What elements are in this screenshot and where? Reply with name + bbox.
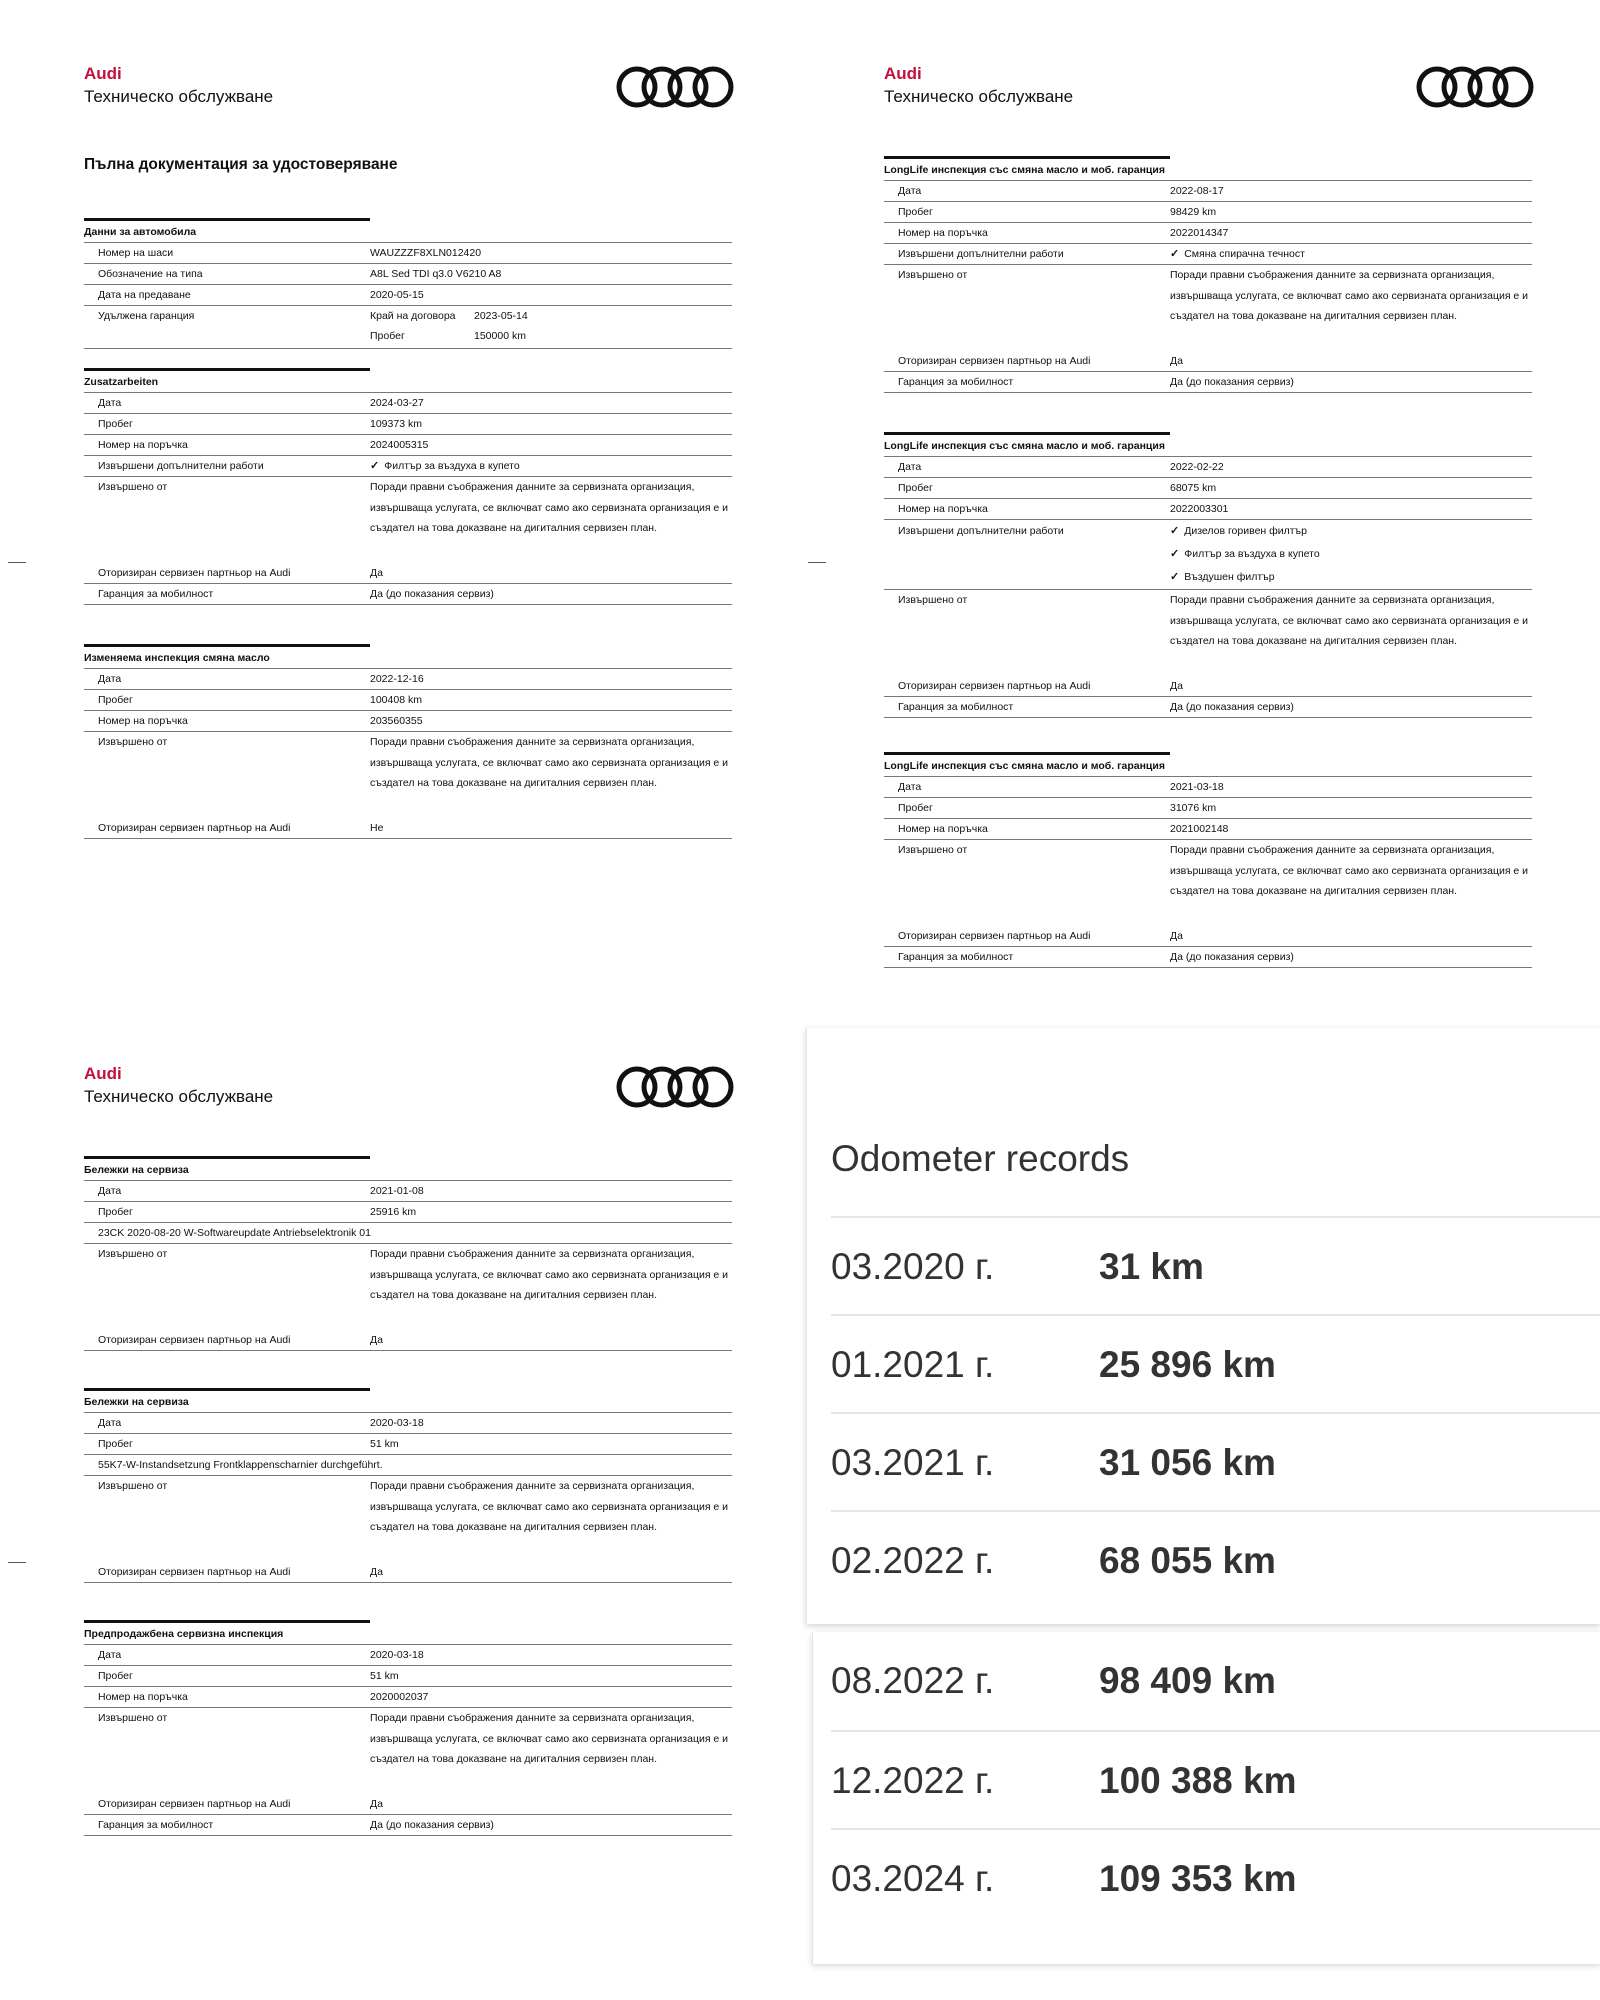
check-icon: ✓ (1170, 571, 1180, 583)
mobility-value: Да (до показания сервиз) (1170, 700, 1294, 713)
date-value: 2020-03-18 (370, 1649, 424, 1661)
record-km: 31 km (1099, 1246, 1204, 1287)
mobility-label: Гаранция за мобилност (98, 587, 214, 600)
order-value: 2020002037 (370, 1691, 429, 1703)
mileage-value: 51 km (370, 1670, 399, 1682)
audi-rings-logo (1416, 64, 1534, 110)
extended-warranty-label: Удължена гаранция (98, 310, 195, 322)
mileage-value: 25916 km (370, 1206, 417, 1218)
additional-work-item: Смяна спирачна течност (1184, 248, 1305, 260)
additional-work-item: Въздушен филтър (1184, 571, 1275, 583)
mileage-label: Пробег (98, 1438, 133, 1450)
record-km: 68 055 km (1099, 1540, 1276, 1581)
performed-by-value: Поради правни съображения данните за сервизната организация, извършваща услугата, се включват само ако сервизната организация е и създател на това доказване на дигиталния сервизен план. (370, 1248, 729, 1301)
page-subtitle: Техническо обслужване (84, 1087, 274, 1106)
delivery-label: Дата на предаване (98, 289, 191, 301)
performed-by-value: Поради правни съображения данните за сервизната организация, извършваща услугата, се включват само ако сервизната организация е и създател на това доказване на дигиталния сервизен план. (1170, 594, 1529, 647)
performed-by-value: Поради правни съображения данните за сервизната организация, извършваща услугата, се включват само ако сервизната организация е и създател на това доказване на дигиталния сервизен план. (370, 1712, 729, 1765)
mobility-label: Гаранция за мобилност (898, 375, 1014, 388)
extended-warranty-value (370, 306, 732, 348)
type-label: Обозначение на типа (98, 268, 203, 280)
partner-value: Не (370, 821, 384, 834)
record-date: 08.2022 г. (831, 1660, 995, 1701)
check-icon: ✓ (1170, 548, 1180, 560)
partner-label: Оторизиран сервизен партньор на Audi (898, 354, 1091, 367)
record-km: 98 409 km (1099, 1660, 1276, 1701)
date-label: Дата (98, 1649, 122, 1661)
date-label: Дата (898, 461, 922, 473)
record-date: 12.2022 г. (831, 1760, 995, 1801)
partner-label: Оторизиран сервизен партньор на Audi (98, 566, 291, 579)
record-date: 02.2022 г. (831, 1540, 995, 1581)
mobility-label: Гаранция за мобилност (98, 1818, 214, 1831)
additional-work-label: Извършени допълнителни работи (898, 248, 1064, 260)
date-label: Дата (98, 1185, 122, 1197)
mobility-value: Да (до показания сервиз) (370, 1818, 494, 1831)
date-value: 2024-03-27 (370, 397, 424, 409)
odometer-records-panel (806, 1028, 1600, 2000)
section-title: Предпродажбена сервизна инспекция (84, 1620, 370, 1644)
partner-value: Да (370, 1565, 383, 1578)
date-label: Дата (98, 1417, 122, 1429)
odometer-row (831, 1216, 1600, 1316)
check-icon: ✓ (1170, 248, 1180, 260)
performed-by-value: Поради правни съображения данните за сервизната организация, извършваща услугата, се включват само ако сервизната организация е и създател на това доказване на дигиталния сервизен план. (370, 481, 729, 534)
mileage-label: Пробег (898, 482, 933, 494)
page-subtitle: Техническо обслужване (884, 87, 1074, 106)
mileage-value: 109373 km (370, 418, 422, 430)
brand-name: Audi (84, 64, 122, 83)
record-date: 03.2024 г. (831, 1858, 995, 1899)
odometer-row (831, 1314, 1600, 1414)
section-title: Бележки на сервиза (84, 1156, 370, 1180)
odometer-row (831, 1828, 1600, 1928)
section-title: LongLife инспекция със смяна масло и моб. гаранция (884, 156, 1170, 180)
partner-label: Оторизиран сервизен партньор на Audi (898, 929, 1091, 942)
partner-label: Оторизиран сервизен партньор на Audi (98, 821, 291, 834)
mileage-value: 100408 km (370, 694, 422, 706)
warranty-km-value: 150000 km (474, 330, 526, 342)
check-icon: ✓ (1170, 525, 1180, 537)
odometer-row (831, 1632, 1600, 1730)
mileage-label: Пробег (98, 694, 133, 706)
additional-work-item: Филтър за въздуха в купето (1184, 548, 1320, 560)
record-date: 03.2020 г. (831, 1246, 995, 1287)
longlife-inspection-section (884, 752, 1532, 968)
section-title: Данни за автомобила (84, 218, 370, 242)
section-title: Изменяема инспекция смяна масло (84, 644, 370, 668)
date-value: 2021-01-08 (370, 1185, 424, 1197)
partner-value: Да (370, 566, 383, 579)
order-value: 203560355 (370, 715, 423, 727)
mileage-label: Пробег (98, 1670, 133, 1682)
partner-label: Оторизиран сервизен партньор на Audi (98, 1565, 291, 1578)
record-km: 25 896 km (1099, 1344, 1276, 1385)
service-note: 23CK 2020-08-20 W-Softwareupdate Antriebselektronik 01 (98, 1227, 371, 1239)
performed-by-label: Извършено от (898, 269, 968, 281)
page-edge-mark (8, 562, 26, 563)
mobility-label: Гаранция за мобилност (898, 700, 1014, 713)
audi-rings-logo (616, 64, 734, 110)
performed-by-value: Поради правни съображения данните за сервизната организация, извършваща услугата, се включват само ако сервизната организация е и създател на това доказване на дигиталния сервизен план. (1170, 844, 1529, 897)
pre-sale-inspection-section (84, 1620, 732, 1836)
service-note: 55K7-W-Instandsetzung Frontklappenscharnier durchgeführt. (98, 1459, 383, 1471)
mobility-value: Да (до показания сервиз) (1170, 950, 1294, 963)
longlife-inspection-section (884, 156, 1532, 393)
odometer-title: Odometer records (831, 1138, 1130, 1179)
vin-value: WAUZZZF8XLN012420 (370, 247, 482, 259)
performed-by-label: Извършено от (98, 1480, 168, 1492)
mileage-label: Пробег (98, 1206, 133, 1218)
mileage-label: Пробег (898, 206, 933, 218)
vin-label: Номер на шаси (98, 247, 174, 259)
vehicle-data-section (84, 218, 732, 349)
longlife-inspection-section (884, 432, 1532, 718)
order-label: Номер на поръчка (98, 715, 188, 727)
mileage-value: 68075 km (1170, 482, 1217, 494)
warranty-km-label: Пробег (370, 330, 405, 342)
partner-value: Да (1170, 929, 1183, 942)
service-page-3 (0, 1000, 800, 2000)
performed-by-value: Поради правни съображения данните за сервизната организация, извършваща услугата, се включват само ако сервизната организация е и създател на това доказване на дигиталния сервизен план. (370, 736, 729, 789)
page-edge-mark (8, 1562, 26, 1563)
date-value: 2022-08-17 (1170, 185, 1224, 197)
zusatzarbeiten-section (84, 368, 732, 605)
date-label: Дата (98, 397, 122, 409)
partner-value: Да (1170, 679, 1183, 692)
partner-label: Оторизиран сервизен партньор на Audi (98, 1333, 291, 1346)
date-value: 2020-03-18 (370, 1417, 424, 1429)
performed-by-label: Извършено от (98, 481, 168, 493)
order-label: Номер на поръчка (98, 439, 188, 451)
section-title: Zusatzarbeiten (84, 368, 370, 392)
check-icon: ✓ (370, 460, 380, 472)
mobility-label: Гаранция за мобилност (898, 950, 1014, 963)
additional-work-item: Дизелов горивен филтър (1184, 525, 1307, 537)
additional-work-item: Филтър за въздуха в купето (384, 460, 520, 472)
performed-by-label: Извършено от (98, 736, 168, 748)
date-label: Дата (898, 781, 922, 793)
mileage-value: 98429 km (1170, 206, 1217, 218)
order-label: Номер на поръчка (98, 1691, 188, 1703)
mileage-label: Пробег (98, 418, 133, 430)
performed-by-label: Извършено от (898, 844, 968, 856)
delivery-value: 2020-05-15 (370, 289, 424, 301)
record-km: 31 056 km (1099, 1442, 1276, 1483)
audi-rings-logo (616, 1064, 734, 1110)
record-km: 100 388 km (1099, 1760, 1297, 1801)
type-value: A8L Sed TDI q3.0 V6210 A8 (370, 268, 502, 280)
performed-by-label: Извършено от (98, 1248, 168, 1260)
additional-work-label: Извършени допълнителни работи (898, 525, 1064, 537)
record-date: 01.2021 г. (831, 1344, 995, 1385)
record-km: 109 353 km (1099, 1858, 1297, 1899)
service-page-2 (800, 0, 1600, 1000)
service-page-1 (0, 0, 800, 1000)
partner-value: Да (1170, 354, 1183, 367)
odometer-card (812, 1632, 1600, 1964)
record-date: 03.2021 г. (831, 1442, 995, 1483)
mobility-value: Да (до показания сервиз) (1170, 375, 1294, 388)
mileage-value: 51 km (370, 1438, 399, 1450)
contract-end-value: 2023-05-14 (474, 310, 528, 322)
service-notes-section (84, 1388, 732, 1583)
document-title: Пълна документация за удостоверяване (84, 156, 398, 173)
order-value: 2024005315 (370, 439, 429, 451)
date-label: Дата (898, 185, 922, 197)
date-value: 2022-02-22 (1170, 461, 1224, 473)
odometer-row (831, 1510, 1600, 1610)
partner-value: Да (370, 1797, 383, 1810)
additional-work-label: Извършени допълнителни работи (98, 460, 264, 472)
brand-name: Audi (84, 1064, 122, 1083)
performed-by-label: Извършено от (898, 594, 968, 606)
order-value: 2022003301 (1170, 503, 1229, 515)
brand-name: Audi (884, 64, 922, 83)
mileage-value: 31076 km (1170, 802, 1217, 814)
section-title: LongLife инспекция със смяна масло и моб. гаранция (884, 752, 1170, 776)
date-value: 2022-12-16 (370, 673, 424, 685)
performed-by-label: Извършено от (98, 1712, 168, 1724)
order-label: Номер на поръчка (898, 227, 988, 239)
performed-by-value: Поради правни съображения данните за сервизната организация, извършваща услугата, се включват само ако сервизната организация е и създател на това доказване на дигиталния сервизен план. (1170, 269, 1529, 322)
section-title: LongLife инспекция със смяна масло и моб. гаранция (884, 432, 1170, 456)
date-label: Дата (98, 673, 122, 685)
mileage-label: Пробег (898, 802, 933, 814)
service-notes-section (84, 1156, 732, 1351)
order-label: Номер на поръчка (898, 503, 988, 515)
performed-by-value: Поради правни съображения данните за сервизната организация, извършваща услугата, се включват само ако сервизната организация е и създател на това доказване на дигиталния сервизен план. (370, 1480, 729, 1533)
section-title: Бележки на сервиза (84, 1388, 370, 1412)
partner-label: Оторизиран сервизен партньор на Audi (98, 1797, 291, 1810)
date-value: 2021-03-18 (1170, 781, 1224, 793)
partner-label: Оторизиран сервизен партньор на Audi (898, 679, 1091, 692)
partner-value: Да (370, 1333, 383, 1346)
order-value: 2022014347 (1170, 227, 1229, 239)
order-label: Номер на поръчка (898, 823, 988, 835)
odometer-card (806, 1028, 1600, 1624)
odometer-row (831, 1412, 1600, 1512)
odometer-row (831, 1730, 1600, 1830)
oil-inspection-section (84, 644, 732, 839)
mobility-value: Да (до показания сервиз) (370, 587, 494, 600)
page-edge-mark (808, 562, 826, 563)
order-value: 2021002148 (1170, 823, 1229, 835)
contract-end-label: Край на договора (370, 310, 456, 322)
page-subtitle: Техническо обслужване (84, 87, 274, 106)
